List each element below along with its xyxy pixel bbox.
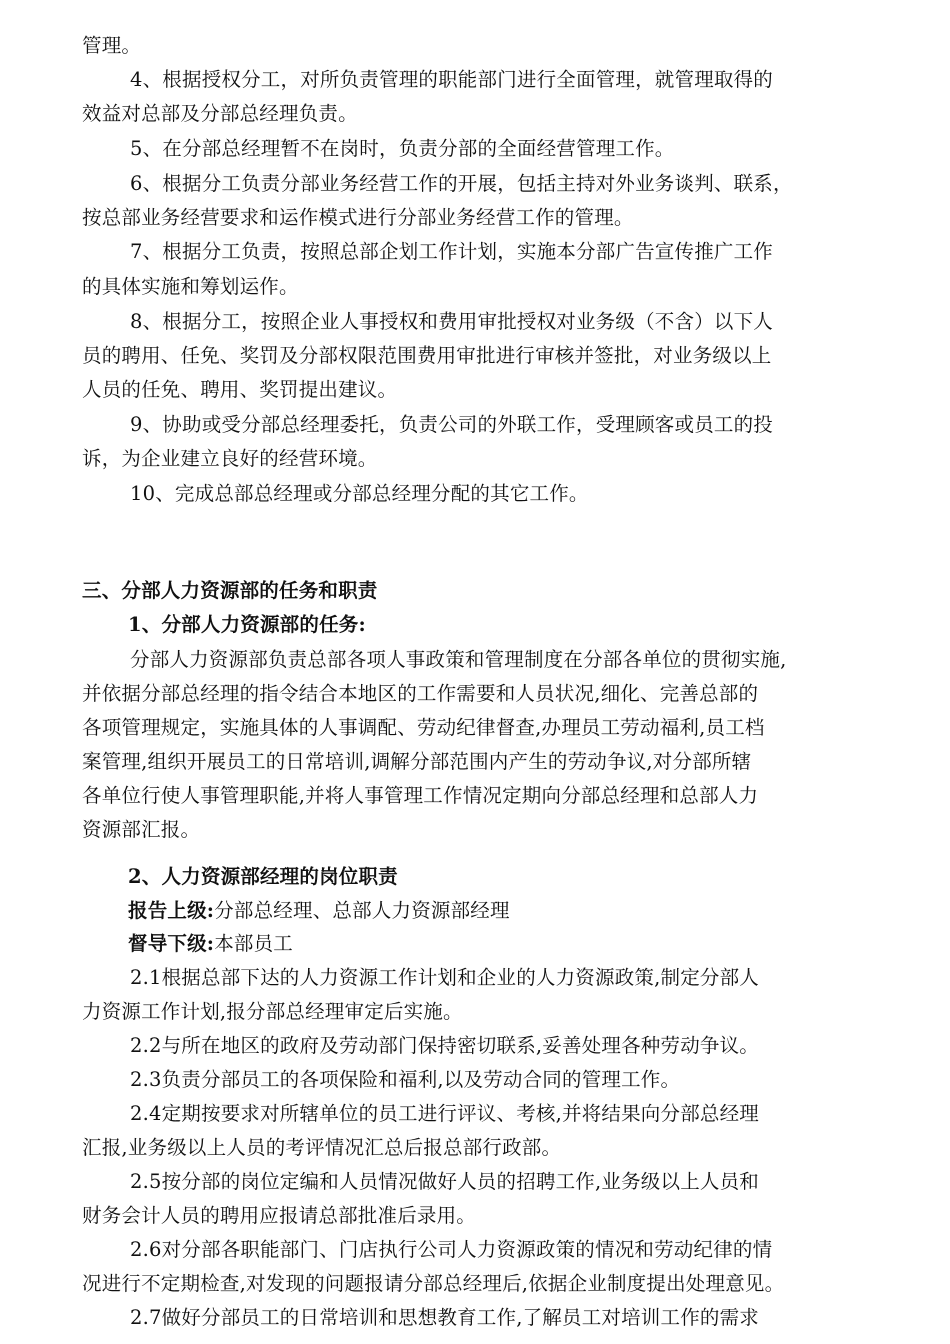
- duty-2-7: 2.7做好分部员工的日常培训和思想教育工作,了解员工对培训工作的需求: [130, 1306, 760, 1329]
- section-heading: 三、分部人力资源部的任务和职责: [82, 579, 378, 602]
- paragraph-line: 效益对总部及分部总经理负责。: [82, 102, 358, 125]
- paragraph-line: 力资源工作计划,报分部总经理审定后实施。: [82, 1000, 463, 1023]
- supervise-label: 督导下级:: [128, 932, 215, 955]
- paragraph-line: 的具体实施和筹划运作。: [82, 275, 299, 298]
- duty-item-8: 8、根据分工，按照企业人事授权和费用审批授权对业务级（不含）以下人: [130, 310, 774, 333]
- supervise-value: 本部员工: [214, 932, 294, 955]
- supervise-line: [128, 927, 880, 961]
- report-value: 分部总经理、总部人力资源部经理: [214, 899, 510, 922]
- paragraph-line: 案管理,组织开展员工的日常培训,调解分部范围内产生的劳动争议,对分部所辖: [82, 750, 752, 773]
- paragraph-line: 分部人力资源部负责总部各项人事政策和管理制度在分部各单位的贯彻实施,: [130, 648, 787, 671]
- paragraph-line: 财务会计人员的聘用应报请总部批准后录用。: [82, 1204, 477, 1227]
- duty-item-5: 5、在分部总经理暂不在岗时，负责分部的全面经营管理工作。: [130, 137, 675, 160]
- duty-2-5: 2.5按分部的岗位定编和人员情况做好人员的招聘工作,业务级以上人员和: [130, 1170, 760, 1193]
- subsection-heading: 2、人力资源部经理的岗位职责: [128, 865, 398, 888]
- duty-item-9: 9、协助或受分部总经理委托，负责公司的外联工作，受理顾客或员工的投: [130, 413, 774, 436]
- paragraph-line: 资源部汇报。: [82, 818, 201, 841]
- duty-2-3: 2.3负责分部员工的各项保险和福利,以及劳动合同的管理工作。: [130, 1068, 681, 1091]
- report-label: 报告上级:: [128, 899, 215, 922]
- paragraph-line: 各单位行使人事管理职能,并将人事管理工作情况定期向分部总经理和总部人力: [82, 784, 759, 807]
- duty-2-6: 2.6对分部各职能部门、门店执行公司人力资源政策的情况和劳动纪律的情: [130, 1238, 773, 1261]
- duty-2-2: 2.2与所在地区的政府及劳动部门保持密切联系,妥善处理各种劳动争议。: [130, 1034, 760, 1057]
- duty-item-4: 4、根据授权分工，对所负责管理的职能部门进行全面管理，就管理取得的: [130, 68, 774, 91]
- paragraph-line: 管理。: [82, 34, 142, 57]
- subsection-heading: 1、分部人力资源部的任务:: [128, 613, 366, 636]
- paragraph-line: 汇报,业务级以上人员的考评情况汇总后报总部行政部。: [82, 1136, 562, 1159]
- report-line: [128, 894, 880, 928]
- duty-2-1: 2.1根据总部下达的人力资源工作计划和企业的人力资源政策,制定分部人: [130, 966, 760, 989]
- paragraph-line: 各项管理规定，实施具体的人事调配、劳动纪律督查,办理员工劳动福利,员工档: [82, 716, 765, 739]
- paragraph-line: 按总部业务经营要求和运作模式进行分部业务经营工作的管理。: [82, 206, 634, 229]
- paragraph-line: 并依据分部总经理的指令结合本地区的工作需要和人员状况,细化、完善总部的: [82, 682, 759, 705]
- paragraph-line: 况进行不定期检查,对发现的问题报请分部总经理后,依据企业制度提出处理意见。: [82, 1272, 785, 1295]
- duty-2-4: 2.4定期按要求对所辖单位的员工进行评议、考核,并将结果向分部总经理: [130, 1102, 760, 1125]
- paragraph-line: 诉，为企业建立良好的经营环境。: [82, 447, 378, 470]
- paragraph-line: 人员的任免、聘用、奖罚提出建议。: [82, 378, 398, 401]
- duty-item-7: 7、根据分工负责，按照总部企划工作计划，实施本分部广告宣传推广工作: [130, 240, 774, 263]
- duty-item-6: 6、根据分工负责分部业务经营工作的开展，包括主持对外业务谈判、联系，: [130, 172, 793, 195]
- duty-item-10: 10、完成总部总经理或分部总经理分配的其它工作。: [130, 482, 589, 505]
- paragraph-line: 员的聘用、任免、奖罚及分部权限范围费用审批进行审核并签批，对业务级以上: [82, 344, 772, 367]
